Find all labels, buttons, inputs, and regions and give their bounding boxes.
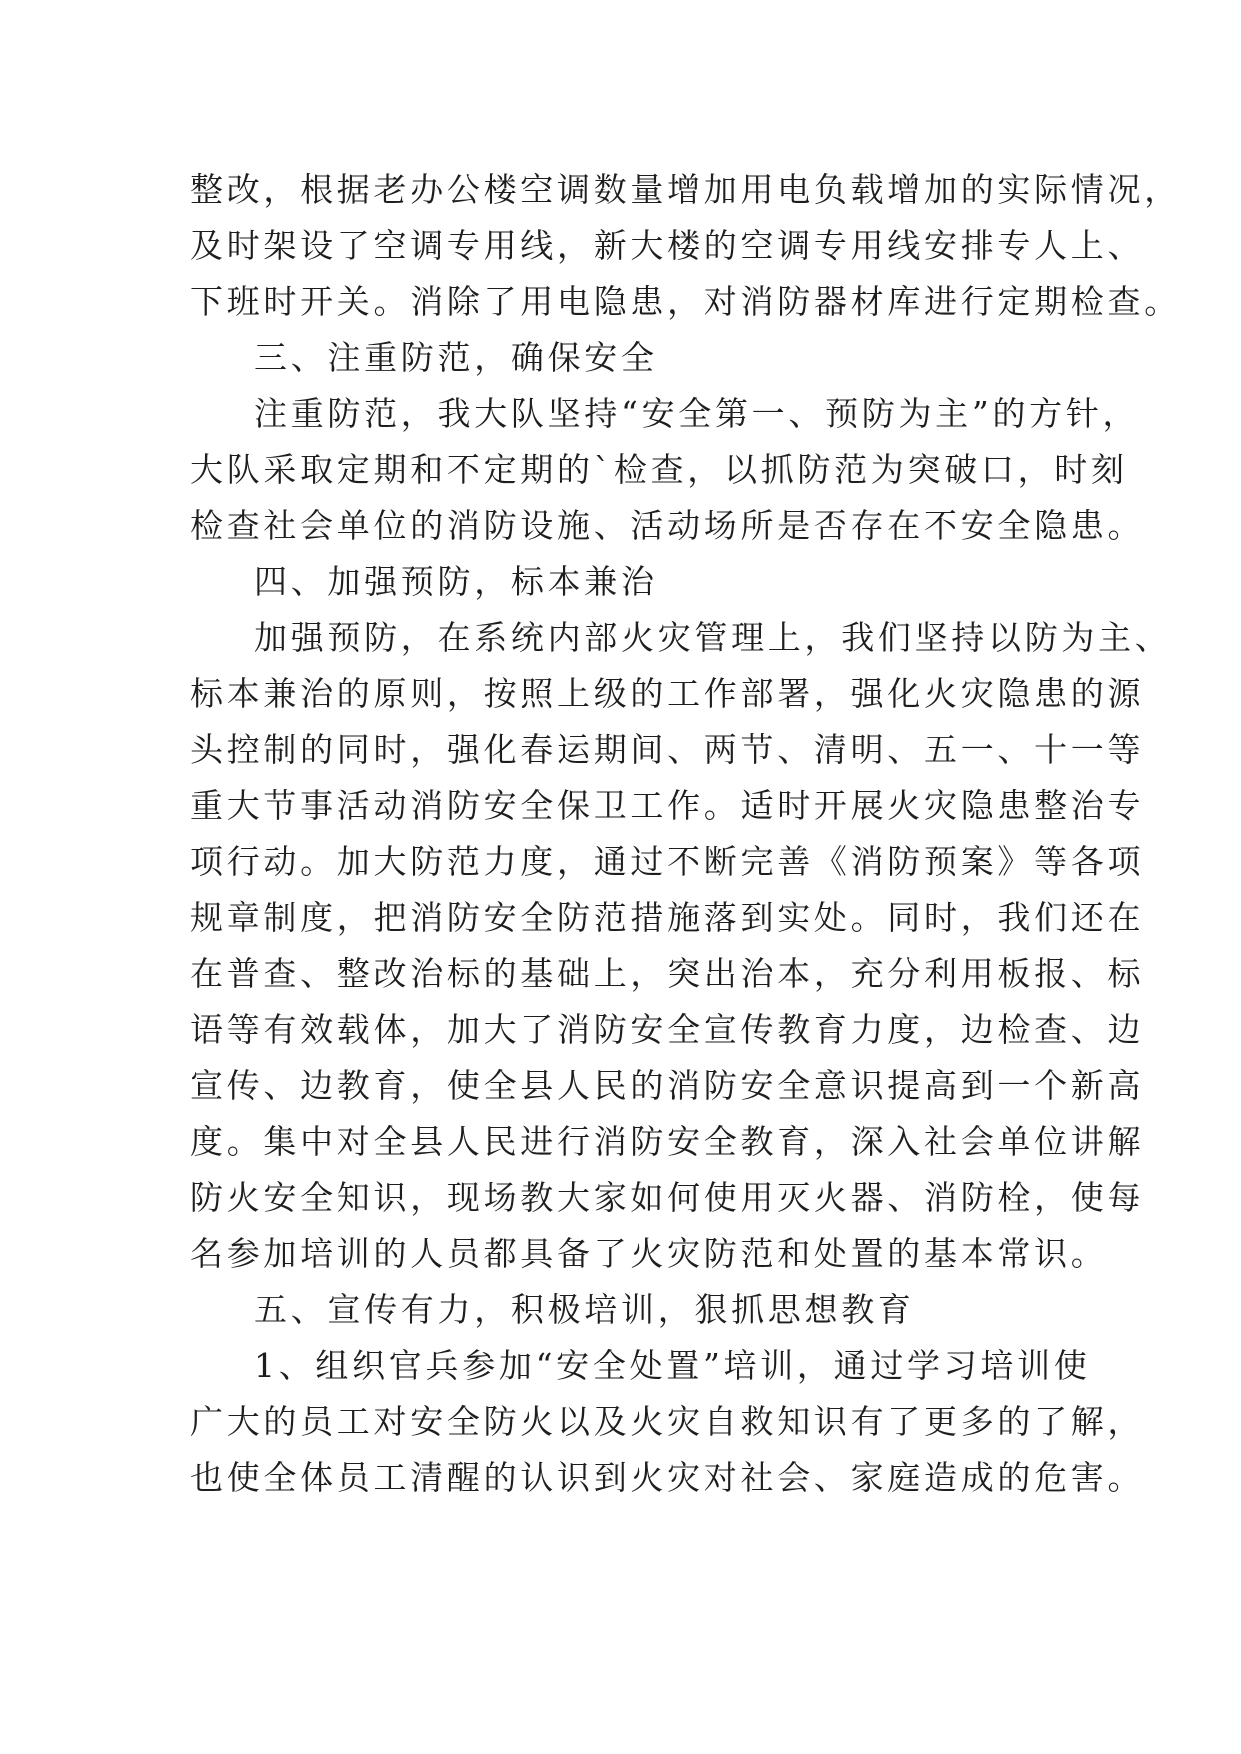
paragraph-line: 及时架设了空调专用线，新大楼的空调专用线安排专人上、 (190, 226, 1145, 265)
section-heading-4: 四、加强预防，标本兼治 (254, 562, 658, 601)
paragraph-line: 规章制度，把消防安全防范措施落到实处。同时，我们还在 (190, 898, 1145, 937)
paragraph-line: 项行动。加大防范力度，通过不断完善《消防预案》等各项 (190, 842, 1145, 881)
paragraph-line: 1、组织官兵参加“安全处置”培训，通过学习培训使 (254, 1346, 1091, 1385)
paragraph-line: 注重防范，我大队坚持“安全第一、预防为主”的方针， (254, 394, 1140, 433)
paragraph-line: 检查社会单位的消防设施、活动场所是否存在不安全隐患。 (190, 506, 1145, 545)
paragraph-line: 广大的员工对安全防火以及火灾自救知识有了更多的了解， (190, 1402, 1145, 1441)
paragraph-line: 重大节事活动消防安全保卫工作。适时开展火灾隐患整治专 (190, 786, 1145, 825)
paragraph-line: 加强预防，在系统内部火灾管理上，我们坚持以防为主、 (254, 618, 1172, 657)
section-heading-5: 五、宣传有力，积极培训，狠抓思想教育 (254, 1290, 915, 1329)
paragraph-line: 防火安全知识，现场教大家如何使用灭火器、消防栓，使每 (190, 1178, 1145, 1217)
paragraph-line: 大队采取定期和不定期的`检查，以抓防范为突破口，时刻 (190, 450, 1128, 489)
paragraph-line: 标本兼治的原则，按照上级的工作部署，强化火灾隐患的源 (190, 674, 1145, 713)
paragraph-line: 名参加培训的人员都具备了火灾防范和处置的基本常识。 (190, 1234, 1108, 1273)
paragraph-line: 在普查、整改治标的基础上，突出治本，充分利用板报、标 (190, 954, 1145, 993)
paragraph-line: 宣传、边教育，使全县人民的消防安全意识提高到一个新高 (190, 1066, 1145, 1105)
paragraph-line: 语等有效载体，加大了消防安全宣传教育力度，边检查、边 (190, 1010, 1145, 1049)
paragraph-line: 头控制的同时，强化春运期间、两节、清明、五一、十一等 (190, 730, 1145, 769)
paragraph-line: 也使全体员工清醒的认识到火灾对社会、家庭造成的危害。 (190, 1458, 1145, 1497)
paragraph-line: 下班时开关。消除了用电隐患，对消防器材库进行定期检查。 (190, 282, 1181, 321)
section-heading-3: 三、注重防范，确保安全 (254, 338, 658, 377)
paragraph-line: 度。集中对全县人民进行消防安全教育，深入社会单位讲解 (190, 1122, 1145, 1161)
paragraph-line: 整改，根据老办公楼空调数量增加用电负载增加的实际情况， (190, 170, 1181, 209)
